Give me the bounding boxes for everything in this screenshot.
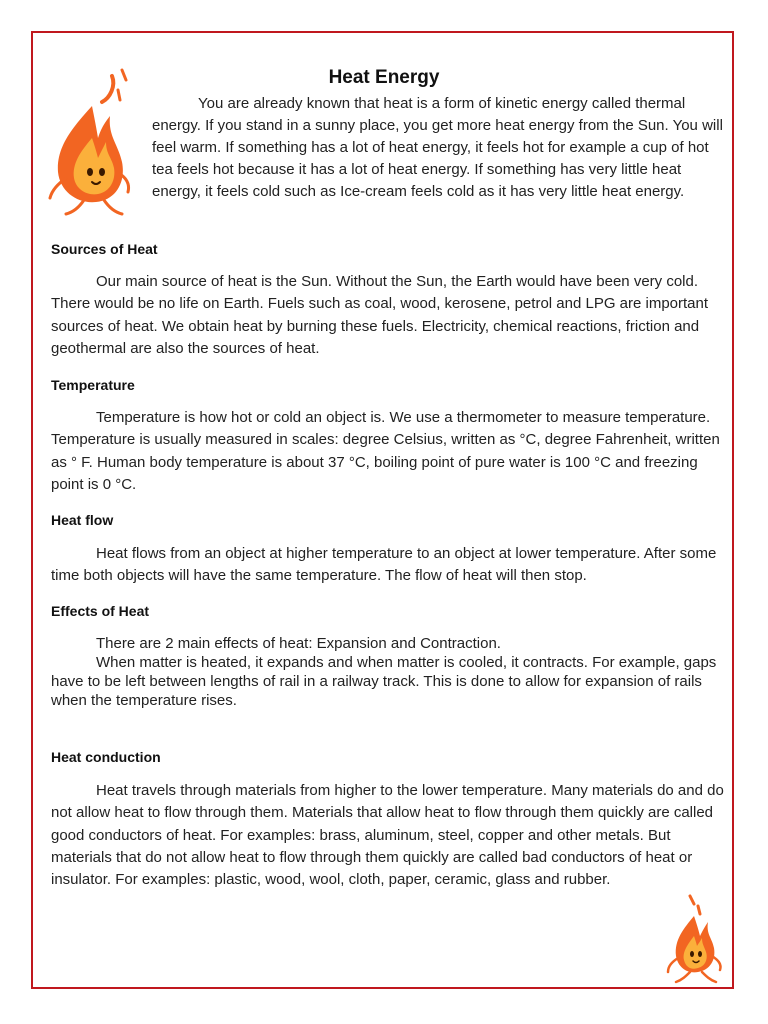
section-body-sources: Our main source of heat is the Sun. Without the Sun, the Earth would have been very cold. There would be no life on Earth. Fuels such as coal, wood, kerosene, petrol and LPG are important sources of heat. We obtain heat by burning these fuels. Electricity, chemical reactions, friction and geothermal are also the sources of heat. [51,273,709,357]
section-body-temperature: Temperature is how hot or cold an object is. We use a thermometer to measure temperature. Temperature is usually measured in scales: degree Celsius, written as °C, degree Fahrenheit, written as ° F. Human body temperature is about 37 °C, boiling point of pure water is 100 °C and freezing point is 0 °C. [51,409,720,493]
flame-mascot-icon [664,892,726,986]
section-body-heat-flow: Heat flows from an object at higher temperature to an object at lower temperature. After some time both objects will have the same temperature. The flow of heat will then stop. [51,545,717,585]
section-body-conduction: Heat travels through materials from higher to the lower temperature. Many materials do and do not allow heat to flow through them. Materials that allow heat to flow through them quickly are called good conductors of heat. For examples: brass, aluminum, steel, copper and other metals. But materials that do not allow heat to flow through them quickly are called bad conductors of heat or insulator. For examples: plastic, wood, wool, cloth, paper, ceramic, glass and rubber. [51,782,724,889]
flame-mascot-icon [44,66,134,218]
intro-paragraph [152,93,732,203]
section-heading-conduction: Heat conduction [51,749,161,765]
section-heading-effects: Effects of Heat [51,603,150,619]
section-heading-temperature: Temperature [51,377,135,393]
section-body-effects: There are 2 main effects of heat: Expansion and Contraction. When matter is heated, it expands and when matter is cooled, it contracts. For example, gaps have to be left between lengths of rail in a railway track. This is done to allow for expansion of rails when the temperature rises. [51,635,717,709]
intro-text: You are already known that heat is a form of kinetic energy called thermal energy. If you stand in a sunny place, you get more heat energy from the Sun. You will feel warm. If something has a lot of heat energy, it feels hot for example a cup of hot tea feels hot because it has a lot of heat energy. If something has very little heat energy, it feels cold such as Ice-cream feels cold as it has very little heat energy. [152,95,723,200]
section-heading-heat-flow: Heat flow [51,512,114,528]
section-heading-sources: Sources of Heat [51,241,158,257]
page-title: Heat Energy [328,66,440,88]
